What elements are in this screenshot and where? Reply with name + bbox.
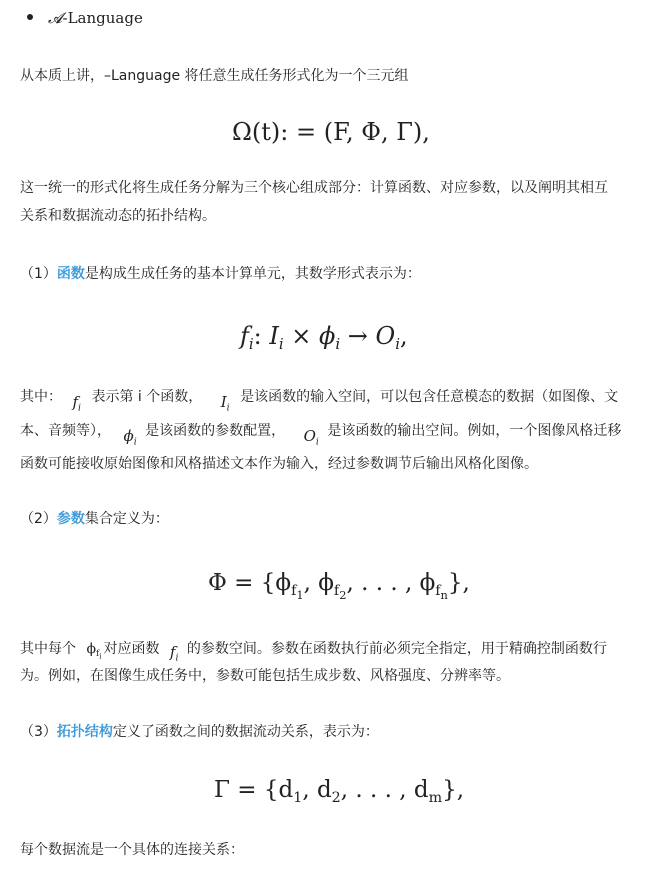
formula-function-I: I — [269, 322, 279, 350]
intro-text: 从本质上讲，–Language 将任意生成任务形式化为一个三元组 — [20, 68, 409, 84]
section-3-number: （3） — [20, 724, 57, 740]
para-2-text-a: 其中： — [20, 389, 62, 405]
para-2-text-f: 是该函数的输出空间。例如，一个图像风格迁移 — [327, 423, 622, 439]
inline-phi-fi-phi: ϕ — [86, 641, 96, 657]
inline-Ii-sub: i — [226, 402, 230, 414]
formula-function-O-sub: i — [395, 335, 400, 354]
para-3-text-a: 其中每个 — [20, 641, 76, 657]
para-3-line-2: 为。例如，在图像生成任务中，参数可能包括生成步数、风格强度、分辨率等。 — [20, 668, 510, 684]
formula-topology-sep: , — [302, 777, 317, 803]
formula-params-dots: , . . . , — [346, 570, 420, 596]
formula-omega — [232, 118, 430, 146]
inline-phi-fi — [86, 641, 102, 661]
inline-fi-f: f — [72, 393, 79, 411]
formula-params-phi-n: ϕ — [419, 570, 436, 596]
script-a-symbol: 𝓐 — [48, 9, 63, 27]
formula-params-sep: , — [303, 570, 319, 596]
para-2-line-2 — [20, 420, 621, 446]
inline-fi — [72, 392, 81, 418]
inline-fi-2-sub: i — [175, 652, 179, 664]
para-2-line-1 — [20, 386, 618, 412]
formula-topology-sub-2: 2 — [331, 789, 341, 806]
formula-params-lhs: Φ = { — [208, 570, 276, 596]
formula-function-O: O — [375, 322, 396, 350]
para-3-text-b: 对应函数 — [103, 641, 160, 657]
formula-function-phi-sub: i — [335, 335, 341, 354]
formula-params-phi-1: ϕ — [275, 570, 292, 596]
formula-topology-lhs: Γ = { — [214, 777, 279, 803]
formula-function-times: × — [291, 322, 312, 350]
formula-function-f-sub: i — [248, 335, 254, 354]
inline-Ii — [221, 392, 230, 418]
section-1-text: 是构成生成任务的基本计算单元，其数学形式表示为： — [84, 266, 421, 282]
inline-Ii-I: I — [220, 393, 227, 411]
summary-line-2: 关系和数据流动态的拓扑结构。 — [20, 208, 216, 224]
formula-params-f-2: f — [333, 582, 340, 599]
formula-topology-close: }, — [442, 777, 465, 803]
formula-topology-sub-m: m — [428, 789, 443, 806]
closing-text: 每个数据流是一个具体的连接关系： — [20, 842, 244, 858]
para-2-text-e: 是该函数的参数配置， — [145, 423, 286, 439]
formula-params — [208, 570, 470, 602]
formula-params-sub-1: 1 — [296, 587, 304, 602]
formula-topology-sub-1: 1 — [293, 789, 303, 806]
inline-fi-sub: i — [78, 402, 81, 414]
formula-topology-d-m: d — [413, 777, 429, 803]
inline-Oi — [304, 426, 319, 452]
formula-topology — [214, 777, 464, 806]
para-2-text-d: 本、音频等）， — [20, 423, 111, 439]
section-3-heading — [20, 722, 379, 742]
section-2-heading — [20, 509, 169, 529]
formula-omega-eq: = — [296, 118, 317, 146]
formula-topology-d-2: d — [316, 777, 332, 803]
inline-phii-sub: i — [133, 436, 137, 448]
formula-params-f-n: f — [435, 582, 441, 599]
formula-function-f: f — [240, 322, 249, 350]
section-2-text: 集合定义为： — [84, 511, 169, 527]
para-2-line-3: 函数可能接收原始图像和风格描述文本作为输入，经过参数调节后输出风格化图像。 — [20, 456, 538, 472]
para-3-line-1 — [20, 638, 607, 666]
section-3-text: 定义了函数之间的数据流动关系，表示为： — [112, 724, 379, 740]
section-2-number: （2） — [20, 511, 57, 527]
inline-phi-fi-sub: i — [99, 652, 102, 661]
inline-fi-2 — [170, 642, 179, 668]
inline-phii — [123, 426, 136, 452]
formula-params-sub-n: n — [440, 587, 448, 602]
section-1-number: （1） — [20, 266, 57, 282]
formula-function-arrow: → — [347, 322, 368, 350]
section-3-keyword: 拓扑结构 — [56, 724, 113, 740]
inline-phii-phi: ϕ — [123, 427, 134, 445]
formula-function-comma: , — [400, 322, 408, 350]
section-1-keyword: 函数 — [56, 266, 85, 282]
bullet-heading-label: -Language — [62, 9, 143, 27]
formula-function — [240, 322, 408, 353]
inline-fi-2-f: f — [169, 643, 176, 661]
formula-function-I-sub: i — [278, 335, 284, 354]
bullet-dot — [27, 14, 33, 20]
formula-omega-lhs: Ω(t): — [232, 118, 289, 146]
formula-params-f-1: f — [291, 582, 297, 599]
formula-function-colon: : — [253, 322, 262, 350]
para-3-text-c: 的参数空间。参数在函数执行前必须完全指定，用于精确控制函数行 — [186, 641, 607, 657]
formula-params-close: }, — [447, 570, 470, 596]
summary-line-1: 这一统一的形式化将生成任务分解为三个核心组成部分：计算函数、对应参数，以及阐明其相互 — [20, 180, 608, 196]
formula-omega-rhs: (F, Φ, Γ), — [323, 118, 430, 146]
section-1-heading — [20, 264, 421, 284]
inline-phi-fi-f: f — [96, 649, 100, 660]
formula-params-phi-2: ϕ — [318, 570, 334, 596]
formula-topology-d-1: d — [278, 777, 294, 803]
inline-Oi-sub: i — [315, 436, 319, 448]
formula-function-phi: ϕ — [319, 322, 336, 350]
para-2-text-b: 表示第 i 个函数， — [91, 389, 203, 405]
formula-params-sub-2: 2 — [339, 587, 347, 602]
para-2-text-c: 是该函数的输入空间，可以包含任意模态的数据（如图像、文 — [240, 389, 619, 405]
section-2-keyword: 参数 — [56, 511, 85, 527]
formula-topology-dots: , . . . , — [340, 777, 414, 803]
bullet-heading — [48, 8, 143, 28]
inline-Oi-O: O — [303, 427, 316, 445]
